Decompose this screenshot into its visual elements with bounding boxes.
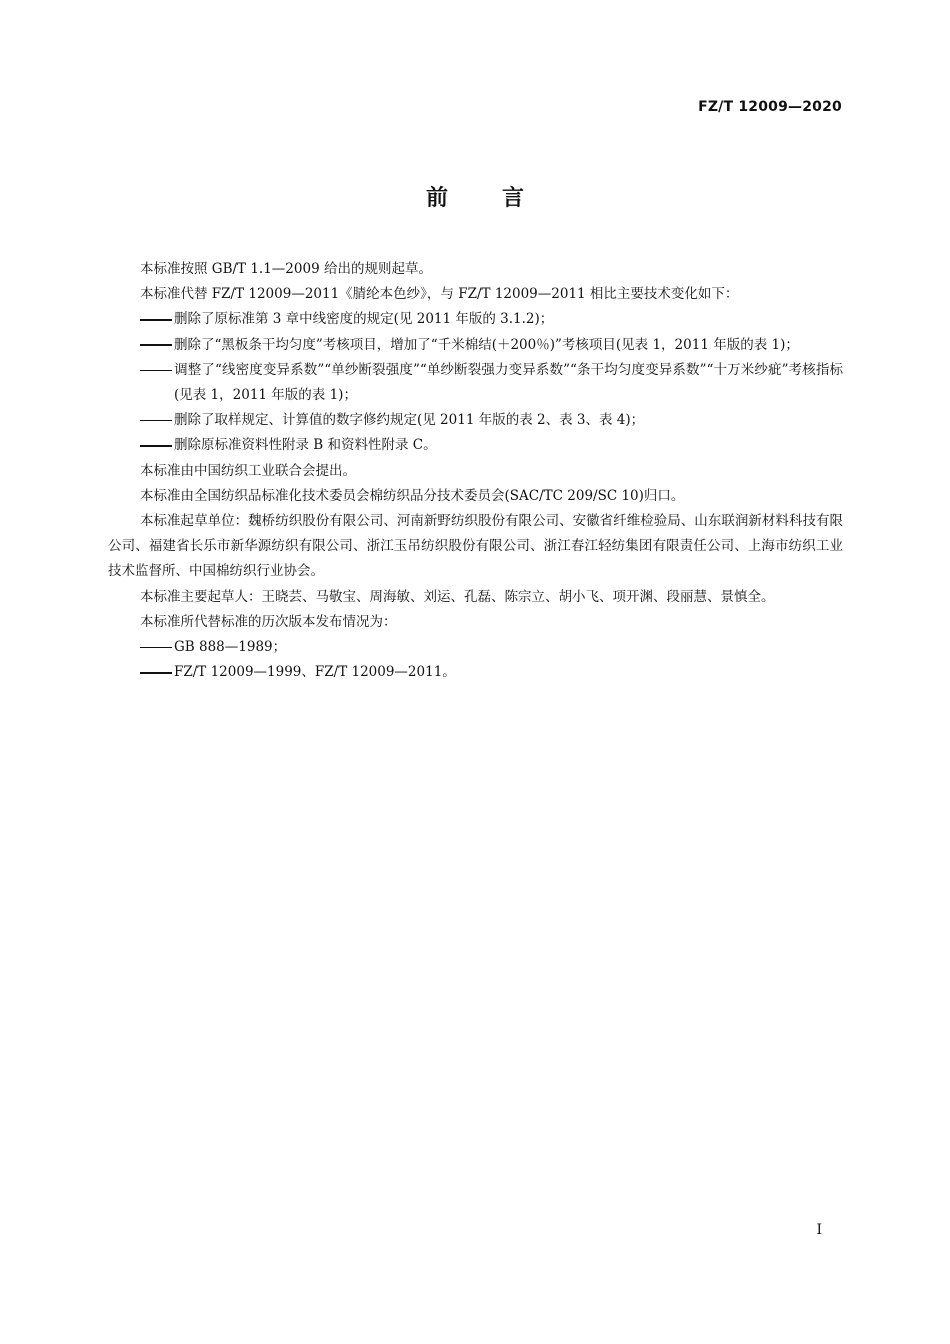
paragraph-replacement: 本标准代替 FZ/T 12009—2011《腈纶本色纱》，与 FZ/T 12009—2011 相比主要技术变化如下： <box>140 286 739 303</box>
em-dash-icon <box>140 445 172 447</box>
change-item-text: 删除了原标准第 3 章中线密度的规定(见 2011 年版的 3.1.2)； <box>174 311 554 328</box>
change-item <box>108 433 843 458</box>
history-item-text: FZ/T 12009—1999、FZ/T 12009—2011。 <box>174 664 456 681</box>
change-item-text: 删除原标准资料性附录 B 和资料性附录 C。 <box>174 437 437 454</box>
change-item-text: 删除了“黑板条干均匀度”考核项目，增加了“千米棉结(＋200％)”考核项目(见表 1，2011 年版的表 1)； <box>174 336 799 353</box>
change-item-text: 删除了取样规定、计算值的数字修约规定(见 2011 年版的表 2、表 3、表 4)； <box>174 412 645 429</box>
paragraph-proposer: 本标准由中国纺织工业联合会提出。 <box>140 462 356 479</box>
foreword-body <box>108 257 843 685</box>
em-dash-icon <box>140 672 172 674</box>
history-item-text: GB 888—1989； <box>174 639 287 656</box>
change-item <box>108 307 843 332</box>
history-item <box>108 660 843 685</box>
em-dash-icon <box>140 319 172 321</box>
standard-number: FZ/T 12009—2020 <box>698 99 842 115</box>
paragraph-drafters: 本标准主要起草人：王晓芸、马敬宝、周海敏、刘运、孔磊、陈宗立、胡小飞、项开渊、段丽慧、景慎全。 <box>140 588 775 605</box>
em-dash-icon <box>140 370 172 372</box>
change-item <box>108 358 843 408</box>
em-dash-icon <box>140 344 172 346</box>
paragraph-drafting-rules: 本标准按照 GB/T 1.1—2009 给出的规则起草。 <box>140 261 432 277</box>
change-item <box>108 408 843 433</box>
paragraph-committee: 本标准由全国纺织品标准化技术委员会棉纺织品分技术委员会(SAC/TC 209/SC 10)归口。 <box>140 487 685 504</box>
page-number: I <box>816 1222 822 1238</box>
em-dash-icon <box>140 420 172 422</box>
history-item <box>108 635 843 660</box>
paragraph-history-intro: 本标准所代替标准的历次版本发布情况为： <box>140 613 397 630</box>
change-item <box>108 333 843 358</box>
change-item-text: 调整了“线密度变异系数”“单纱断裂强度”“单纱断裂强力变异系数”“条干均匀度变异系数”“十万米纱疵”考核指标(见表 1，2011 年版的表 1)； <box>174 361 843 404</box>
em-dash-icon <box>140 647 172 649</box>
paragraph-drafting-units: 本标准起草单位：魏桥纺织股份有限公司、河南新野纺织股份有限公司、安徽省纤维检验局、山东联润新材料科技有限公司、福建省长乐市新华源纺织有限公司、浙江玉吊纺织股份有限公司、浙江春江轻纺集团有限责任公司、上海市纺织工业技术监督所、中国棉纺织行业协会。 <box>108 513 843 580</box>
page-title: 前言 <box>425 186 578 211</box>
